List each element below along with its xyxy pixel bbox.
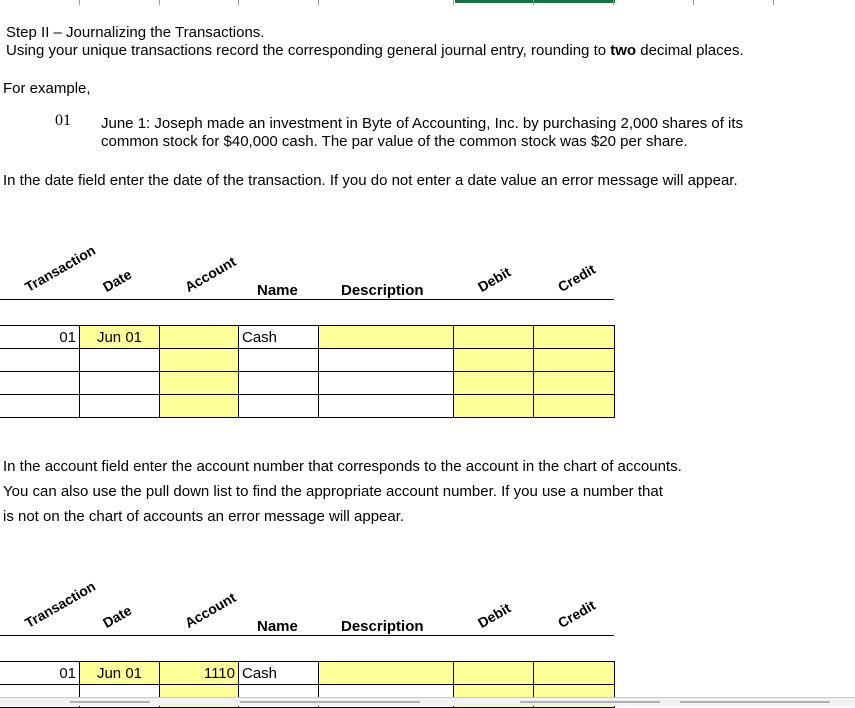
cell-account[interactable] [160, 326, 239, 349]
header-transaction: Transaction [22, 577, 99, 631]
cell-description[interactable] [319, 349, 454, 372]
account-instruction-2: You can also use the pull down list to find the appropriate account number. If you use a number that [3, 483, 663, 500]
col-tick [318, 0, 319, 5]
for-example-label: For example, [3, 80, 91, 97]
cell-credit[interactable] [534, 662, 615, 685]
cell-date[interactable] [80, 349, 160, 372]
col-tick [238, 0, 239, 5]
selected-column-indicator [455, 0, 615, 3]
cell-account[interactable] [160, 372, 239, 395]
cell-credit[interactable] [534, 349, 615, 372]
col-tick [79, 0, 80, 5]
cell-name[interactable]: Cash [239, 662, 319, 685]
cell-account[interactable] [160, 395, 239, 418]
cell-debit[interactable] [454, 662, 534, 685]
account-instruction-1: In the account field enter the account number that corresponds to the account in the chart of accounts. [3, 458, 682, 475]
header-account: Account [182, 589, 239, 631]
cell-description[interactable] [319, 326, 454, 349]
instructions-bold: two [610, 42, 637, 59]
col-tick [613, 0, 614, 5]
example-number: 01 [55, 112, 71, 129]
header-date: Date [100, 601, 135, 631]
header-name: Name [257, 618, 298, 635]
col-tick [159, 0, 160, 5]
example-line-2: common stock for $40,000 cash. The par value of the common stock was $20 per share. [101, 133, 688, 150]
header-debit: Debit [475, 263, 514, 295]
column-header-strip [0, 0, 855, 6]
sheet-tab[interactable] [680, 701, 830, 703]
example-line-1: June 1: Joseph made an investment in Byte of Accounting, Inc. by purchasing 2,000 shares of its [101, 115, 744, 132]
header-account: Account [182, 253, 239, 295]
header-underline [0, 299, 614, 300]
table-row [0, 349, 615, 372]
table-row [0, 395, 615, 418]
cell-date[interactable]: Jun 01 [80, 326, 160, 349]
cell-credit[interactable] [534, 395, 615, 418]
header-credit: Credit [555, 260, 599, 295]
cell-name[interactable] [239, 349, 319, 372]
account-instruction-3: is not on the chart of accounts an error message will appear. [3, 508, 405, 525]
cell-transaction[interactable] [0, 349, 80, 372]
cell-credit[interactable] [534, 372, 615, 395]
sheet-tab[interactable] [240, 701, 420, 703]
sheet-tab[interactable] [70, 701, 150, 703]
sheet-tab[interactable] [520, 701, 660, 703]
cell-credit[interactable] [534, 326, 615, 349]
cell-description[interactable] [319, 395, 454, 418]
instructions-post: decimal places. [636, 42, 744, 59]
cell-debit[interactable] [454, 349, 534, 372]
cell-date[interactable]: Jun 01 [80, 662, 160, 685]
header-date: Date [100, 265, 135, 295]
header-credit: Credit [555, 596, 599, 631]
col-tick [533, 0, 534, 5]
cell-description[interactable] [319, 662, 454, 685]
header-underline [0, 635, 614, 636]
cell-date[interactable] [80, 395, 160, 418]
header-debit: Debit [475, 599, 514, 631]
cell-transaction[interactable] [0, 395, 80, 418]
cell-account[interactable] [160, 349, 239, 372]
col-tick [693, 0, 694, 5]
table-row [0, 662, 615, 685]
cell-account[interactable]: 1110 [160, 662, 239, 685]
step-title: Step II – Journalizing the Transactions. [6, 24, 265, 41]
cell-name[interactable] [239, 372, 319, 395]
instructions [6, 42, 744, 60]
cell-debit[interactable] [454, 326, 534, 349]
instructions-pre: Using your unique transactions record the corresponding general journal entry, rounding to [6, 42, 611, 59]
cell-debit[interactable] [454, 372, 534, 395]
col-tick [773, 0, 774, 5]
cell-transaction[interactable]: 01 [0, 326, 80, 349]
cell-name[interactable]: Cash [239, 326, 319, 349]
journal-table-1 [0, 325, 615, 418]
header-name: Name [257, 282, 298, 299]
cell-description[interactable] [319, 372, 454, 395]
table-row [0, 326, 615, 349]
header-transaction: Transaction [22, 241, 99, 295]
cell-date[interactable] [80, 372, 160, 395]
table-row [0, 372, 615, 395]
cell-debit[interactable] [454, 395, 534, 418]
cell-transaction[interactable] [0, 372, 80, 395]
date-instruction: In the date field enter the date of the transaction. If you do not enter a date value an error message will appear. [3, 172, 738, 189]
header-description: Description [341, 282, 424, 299]
cell-name[interactable] [239, 395, 319, 418]
col-tick [453, 0, 454, 5]
cell-transaction[interactable]: 01 [0, 662, 80, 685]
header-description: Description [341, 618, 424, 635]
